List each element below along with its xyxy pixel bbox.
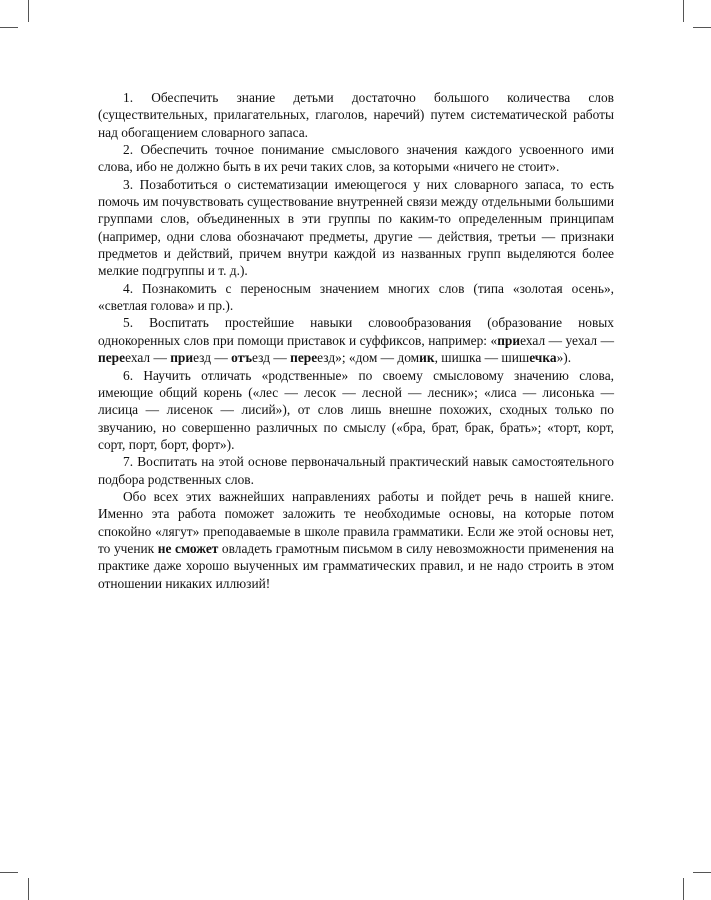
crop-mark-bottom-right-vertical [683,878,684,900]
text-fragment: 5. Воспитать простейшие навыки словообразования (образование новых однокоренных слов при помощи приставок и суффиксов, например: « [98,315,614,348]
text-fragment: Обо всех этих важнейших направлениях работы и пойдет речь в нашей книге. Именно эта работа поможет заложить те необходимые основы, на которые потом спокойно «лягут» преподаваемые в школе правила грамматики. Если же этой основы нет, то ученик [98,488,614,556]
text-fragment: »). [556,350,572,366]
paragraph-1: 1. Обеспечить знание детьми достаточно большого количества слов (существительных, прилагательных, глаголов, наречий) путем систематической работы над обогащением словарного запаса. [98,90,614,140]
paragraph-4: 4. Познакомить с переносным значением многих слов (типа «золотая осень», «светлая голова» и пр.). [98,280,614,314]
text-fragment: овладеть грамотным письмом в силу невозможности применения на практике даже хорошо выученных им грамматических правил, и не надо строить в этом отношении никаких иллюзий! [98,540,614,591]
page-body-text [98,89,614,592]
crop-mark-top-right-horizontal [693,27,711,28]
paragraph-8 [98,488,614,592]
paragraph-3: 3. Позаботиться о систематизации имеющегося у них словарного запаса, то есть помочь им почувствовать существование внутренней связи между отдельными большими группами слов, объединенных в эти группы по каким-то определенным принципам (например, одни слова обозначают предметы, другие — действия, третьи — признаки предметов и действий, причем внутри каждой из названных групп выделяются более мелкие подгруппы и т. д.). [98,176,614,279]
paragraph-2: 2. Обеспечить точное понимание смыслового значения каждого усвоенного ими слова, ибо не должно быть в их речи таких слов, за которыми «ничего не стоит». [98,142,614,175]
crop-mark-bottom-left-horizontal [0,872,18,873]
text-fragment: ехал — [125,350,171,366]
paragraph-7: 7. Воспитать на этой основе первоначальный практический навык самостоятельного подбора родственных слов. [98,454,614,487]
text-fragment: езд — [252,350,291,366]
crop-mark-top-left-horizontal [0,27,18,28]
text-fragment: ехал — уехал — [520,332,614,348]
bold-fragment: ечка [529,350,557,366]
bold-fragment: при [497,332,521,348]
paragraph-6: 6. Научить отличать «родственные» по своему смысловому значению слова, имеющие общий корень («лес — лесок — лесной — лесник»; «лиса — лисонька — лисица — лисенок — лисий»), от слов лишь внешне похожих, сходных только по звучанию, но совершенно различных по смыслу («бра, брат, брак, брать»; «торт, корт, сорт, порт, борт, форт»). [98,367,614,452]
bold-fragment: при [170,350,194,366]
text-fragment: , шишка — шиш [434,350,530,366]
bold-fragment: отъ [231,350,253,366]
crop-mark-bottom-right-horizontal [693,872,711,873]
bold-fragment: пере [290,350,318,366]
bold-fragment: ик [419,350,435,366]
crop-mark-bottom-left-vertical [28,878,29,900]
bold-fragment: не сможет [157,540,219,556]
bold-fragment: пере [98,350,126,366]
crop-mark-top-left-vertical [28,0,29,22]
text-fragment: езд»; «дом — дом [317,350,420,366]
crop-mark-top-right-vertical [683,0,684,22]
text-fragment: езд — [193,350,232,366]
paragraph-5 [98,314,614,366]
